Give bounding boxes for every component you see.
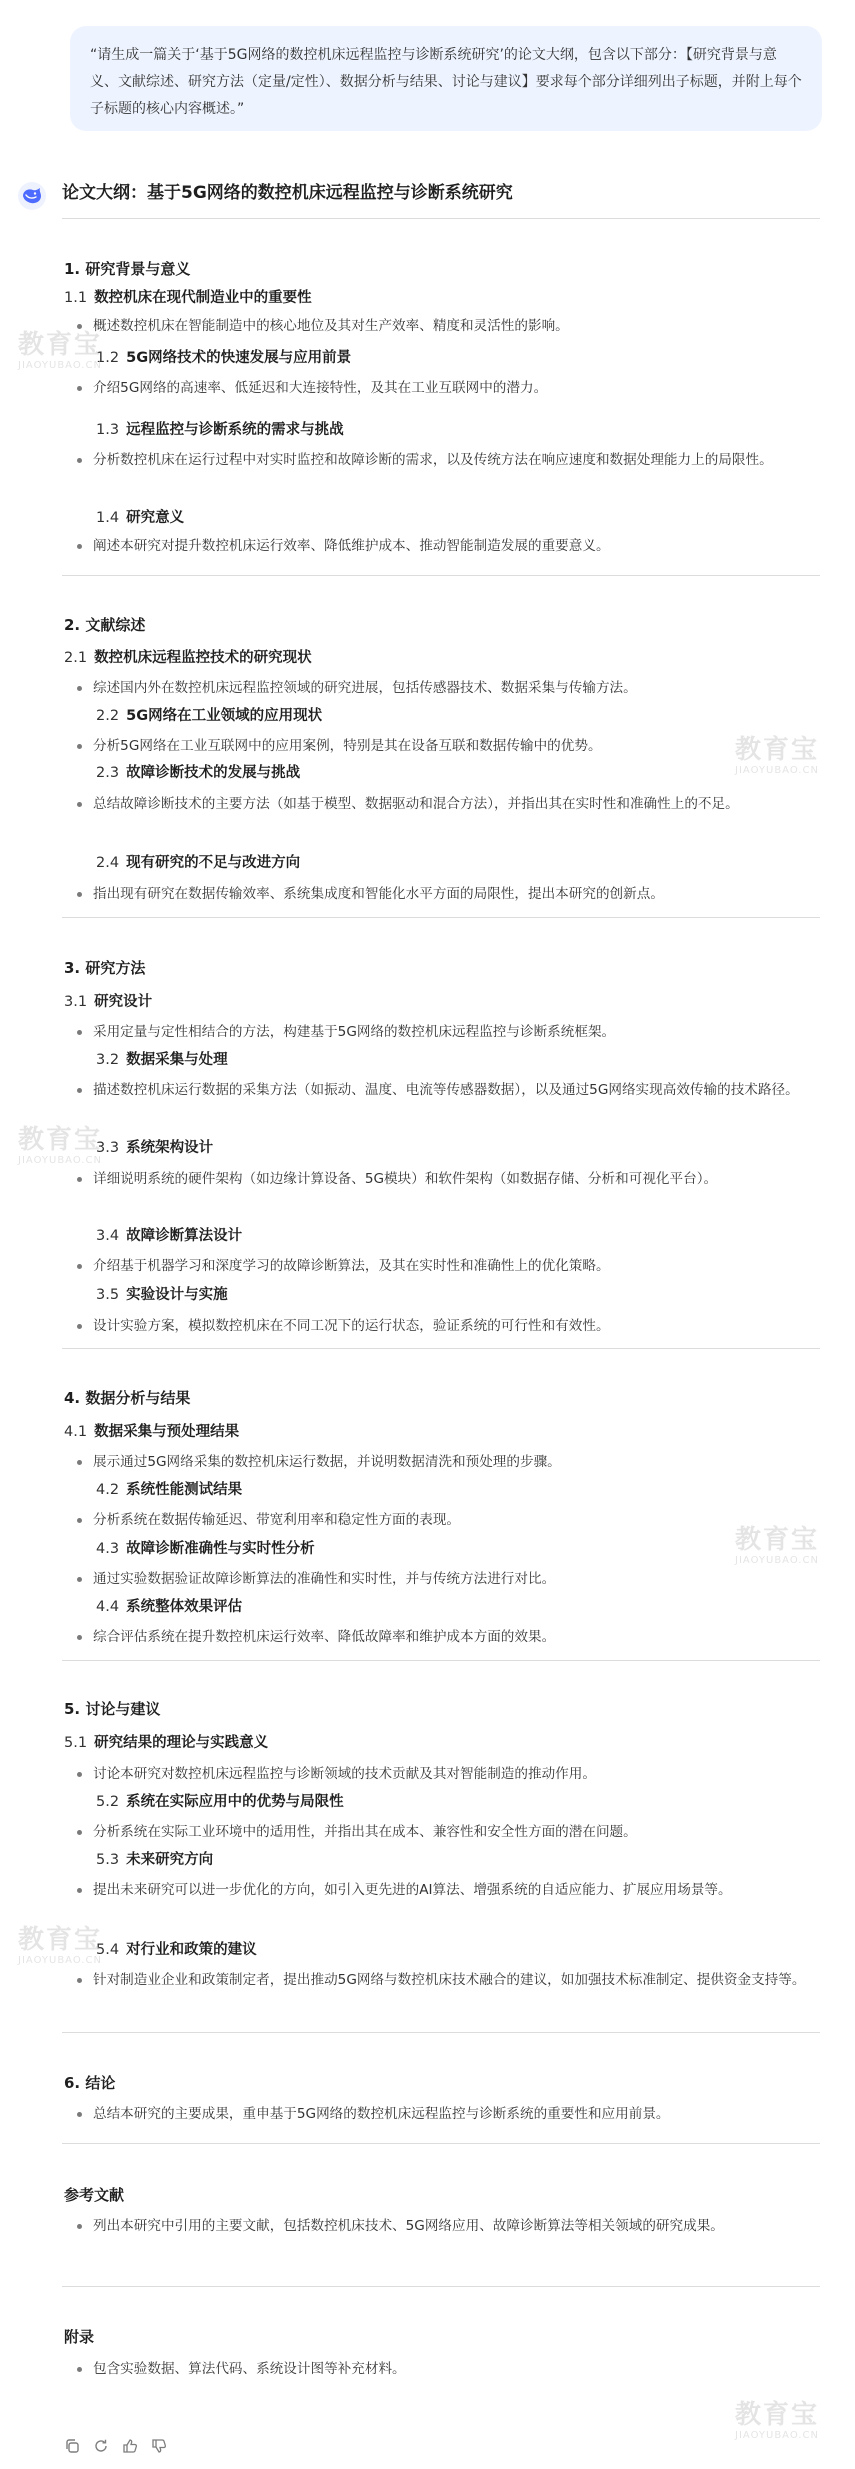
subsection-heading: 系统架构设计 [126, 1140, 214, 1156]
subsection-number: 1.2 [96, 350, 120, 366]
divider [62, 2032, 820, 2033]
subsection-number: 3.4 [96, 1228, 120, 1244]
section-title: 参考文献 [64, 2186, 125, 2204]
divider [62, 575, 820, 576]
subsection-title [96, 1223, 242, 1249]
bullet-item: 展示通过5G网络采集的数控机床运行数据，并说明数据清洗和预处理的步骤。 [75, 1448, 819, 1476]
subsection-heading: 系统在实际应用中的优势与局限性 [126, 1794, 344, 1810]
subsection-heading: 5G网络在工业领域的应用现状 [126, 708, 323, 724]
watermark: 教育宝 JIAOYUBAO.CN [18, 1125, 103, 1166]
section-title: 2. 文献综述 [64, 616, 146, 634]
thumbs-up-icon [122, 2438, 138, 2454]
deepseek-whale-icon [17, 181, 47, 211]
subsection-number: 4.4 [96, 1599, 120, 1615]
subsection-title [96, 1789, 344, 1815]
subsection-heading: 对行业和政策的建议 [126, 1942, 257, 1958]
subsection-number: 1.1 [64, 290, 88, 306]
subsection-number: 5.4 [96, 1942, 120, 1958]
bullet-item: 针对制造业企业和政策制定者，提出推动5G网络与数控机床技术融合的建议，如加强技术标准制定、提供资金支持等。 [75, 1966, 819, 1994]
subsection-heading: 远程监控与诊断系统的需求与挑战 [126, 422, 344, 438]
bullet-item: 介绍5G网络的高速率、低延迟和大连接特性，及其在工业互联网中的潜力。 [75, 374, 819, 402]
subsection-heading: 故障诊断准确性与实时性分析 [126, 1541, 315, 1557]
divider [62, 917, 820, 918]
subsection-title [96, 850, 300, 876]
watermark: 教育宝 JIAOYUBAO.CN [735, 1525, 820, 1566]
divider [62, 2286, 820, 2287]
subsection-number: 5.3 [96, 1852, 120, 1868]
subsection-heading: 数控机床在现代制造业中的重要性 [94, 290, 312, 306]
subsection-title [64, 1419, 239, 1445]
copy-icon [64, 2438, 80, 2454]
bullet-item: 分析系统在数据传输延迟、带宽利用率和稳定性方面的表现。 [75, 1506, 819, 1534]
subsection-title [96, 345, 351, 371]
divider [62, 2143, 820, 2144]
bullet-item: 介绍基于机器学习和深度学习的故障诊断算法，及其在实时性和准确性上的优化策略。 [75, 1252, 819, 1280]
subsection-title [96, 1477, 242, 1503]
bullet-item: 分析系统在实际工业环境中的适用性，并指出其在成本、兼容性和安全性方面的潜在问题。 [75, 1818, 819, 1846]
divider [62, 218, 820, 219]
regenerate-button[interactable] [91, 2436, 111, 2456]
subsection-title [64, 1730, 268, 1756]
message-actions [62, 2436, 169, 2460]
subsection-title [96, 1282, 228, 1308]
subsection-title [96, 505, 184, 531]
subsection-heading: 故障诊断算法设计 [126, 1228, 243, 1244]
bullet-item: 描述数控机床运行数据的采集方法（如振动、温度、电流等传感器数据），以及通过5G网络实现高效传输的技术路径。 [75, 1076, 819, 1104]
copy-button[interactable] [62, 2436, 82, 2456]
subsection-number: 3.2 [96, 1052, 120, 1068]
bullet-item: 指出现有研究在数据传输效率、系统集成度和智能化水平方面的局限性，提出本研究的创新点。 [75, 880, 819, 908]
bullet-item: 列出本研究中引用的主要文献，包括数控机床技术、5G网络应用、故障诊断算法等相关领域的研究成果。 [75, 2212, 819, 2240]
subsection-title [96, 703, 322, 729]
section-title: 5. 讨论与建议 [64, 1700, 161, 1718]
subsection-heading: 数控机床远程监控技术的研究现状 [94, 650, 312, 666]
section-title: 附录 [64, 2328, 95, 2346]
user-prompt-bubble [70, 26, 822, 131]
bullet-item: 详细说明系统的硬件架构（如边缘计算设备、5G模块）和软件架构（如数据存储、分析和可视化平台）。 [75, 1165, 819, 1193]
section-title: 4. 数据分析与结果 [64, 1389, 191, 1407]
bullet-item: 总结故障诊断技术的主要方法（如基于模型、数据驱动和混合方法），并指出其在实时性和准确性上的不足。 [75, 790, 819, 818]
thumbs-down-icon [151, 2438, 167, 2454]
subsection-number: 5.2 [96, 1794, 120, 1810]
subsection-title [96, 417, 344, 443]
bullet-item: 包含实验数据、算法代码、系统设计图等补充材料。 [75, 2355, 819, 2383]
section-title: 6. 结论 [64, 2074, 116, 2092]
bullet-item: 综述国内外在数控机床远程监控领域的研究进展，包括传感器技术、数据采集与传输方法。 [75, 674, 819, 702]
subsection-heading: 研究设计 [94, 994, 153, 1010]
subsection-title [96, 1937, 257, 1963]
subsection-number: 4.2 [96, 1482, 120, 1498]
subsection-number: 2.3 [96, 765, 120, 781]
thumbs-up-button[interactable] [120, 2436, 140, 2456]
subsection-title [96, 1135, 213, 1161]
regenerate-icon [93, 2438, 109, 2454]
subsection-heading: 5G网络技术的快速发展与应用前景 [126, 350, 352, 366]
subsection-number: 4.3 [96, 1541, 120, 1557]
subsection-number: 2.2 [96, 708, 120, 724]
subsection-title [96, 1594, 242, 1620]
subsection-title [64, 989, 152, 1015]
divider [62, 1660, 820, 1661]
subsection-number: 5.1 [64, 1735, 88, 1751]
subsection-heading: 研究结果的理论与实践意义 [94, 1735, 269, 1751]
subsection-title [96, 1847, 213, 1873]
subsection-heading: 实验设计与实施 [126, 1287, 228, 1303]
bullet-item: 综合评估系统在提升数控机床运行效率、降低故障率和维护成本方面的效果。 [75, 1623, 819, 1651]
subsection-heading: 研究意义 [126, 510, 185, 526]
user-prompt-text: “请生成一篇关于‘基于5G网络的数控机床远程监控与诊断系统研究’的论文大纲，包含以下部分：【研究背景与意义、文献综述、研究方法（定量/定性）、数据分析与结果、讨论与建议】要求每个部分详细列出子标题，并附上每个子标题的核心内容概述。” [90, 47, 802, 117]
outline-title: 论文大纲：基于5G网络的数控机床远程监控与诊断系统研究 [62, 183, 513, 203]
subsection-heading: 故障诊断技术的发展与挑战 [126, 765, 301, 781]
divider [62, 1348, 820, 1349]
subsection-number: 3.3 [96, 1140, 120, 1156]
subsection-heading: 数据采集与处理 [126, 1052, 228, 1068]
subsection-heading: 现有研究的不足与改进方向 [126, 855, 301, 871]
subsection-title [96, 760, 300, 786]
bullet-item: 通过实验数据验证故障诊断算法的准确性和实时性，并与传统方法进行对比。 [75, 1565, 819, 1593]
subsection-heading: 系统性能测试结果 [126, 1482, 243, 1498]
subsection-heading: 未来研究方向 [126, 1852, 214, 1868]
thumbs-down-button[interactable] [149, 2436, 169, 2456]
bullet-item: 采用定量与定性相结合的方法，构建基于5G网络的数控机床远程监控与诊断系统框架。 [75, 1018, 819, 1046]
subsection-number: 2.1 [64, 650, 88, 666]
subsection-title [96, 1536, 315, 1562]
bullet-item: 阐述本研究对提升数控机床运行效率、降低维护成本、推动智能制造发展的重要意义。 [75, 532, 819, 560]
bullet-item: 设计实验方案，模拟数控机床在不同工况下的运行状态，验证系统的可行性和有效性。 [75, 1312, 819, 1340]
subsection-number: 4.1 [64, 1424, 88, 1440]
bullet-item: 概述数控机床在智能制造中的核心地位及其对生产效率、精度和灵活性的影响。 [75, 312, 819, 340]
watermark: 教育宝 JIAOYUBAO.CN [18, 1925, 103, 1966]
subsection-number: 1.4 [96, 510, 120, 526]
bullet-item: 分析数控机床在运行过程中对实时监控和故障诊断的需求，以及传统方法在响应速度和数据处理能力上的局限性。 [75, 446, 819, 474]
bullet-item: 总结本研究的主要成果，重申基于5G网络的数控机床远程监控与诊断系统的重要性和应用前景。 [75, 2100, 819, 2128]
bullet-item: 提出未来研究可以进一步优化的方向，如引入更先进的AI算法、增强系统的自适应能力、扩展应用场景等。 [75, 1876, 819, 1904]
section-title: 1. 研究背景与意义 [64, 260, 191, 278]
bullet-item: 分析5G网络在工业互联网中的应用案例，特别是其在设备互联和数据传输中的优势。 [75, 732, 819, 760]
watermark: 教育宝 JIAOYUBAO.CN [735, 2400, 820, 2441]
section-title: 3. 研究方法 [64, 959, 146, 977]
subsection-number: 1.3 [96, 422, 120, 438]
subsection-title [64, 285, 312, 311]
watermark: 教育宝 JIAOYUBAO.CN [18, 330, 103, 371]
watermark: 教育宝 JIAOYUBAO.CN [735, 735, 820, 776]
subsection-title [64, 645, 312, 671]
subsection-number: 3.5 [96, 1287, 120, 1303]
subsection-number: 3.1 [64, 994, 88, 1010]
bullet-item: 讨论本研究对数控机床远程监控与诊断领域的技术贡献及其对智能制造的推动作用。 [75, 1760, 819, 1788]
subsection-number: 2.4 [96, 855, 120, 871]
subsection-heading: 数据采集与预处理结果 [94, 1424, 240, 1440]
subsection-heading: 系统整体效果评估 [126, 1599, 243, 1615]
subsection-title [96, 1047, 228, 1073]
